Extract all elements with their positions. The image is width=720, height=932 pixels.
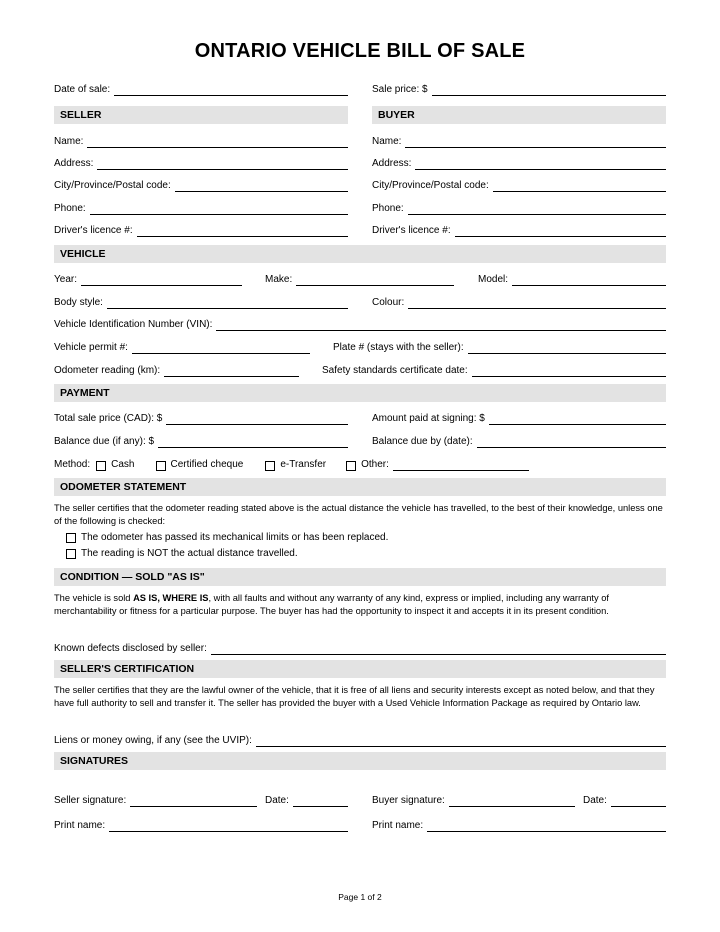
- certification-heading: SELLER'S CERTIFICATION: [60, 663, 195, 675]
- buyer-name-line[interactable]: [405, 136, 666, 148]
- buyer-address-line[interactable]: [415, 158, 666, 170]
- odometer-heading: ODOMETER STATEMENT: [60, 481, 187, 493]
- signatures-heading: SIGNATURES: [60, 755, 129, 767]
- buyer-city-line[interactable]: [493, 180, 666, 192]
- amount-paid-line[interactable]: [489, 413, 666, 425]
- method-label: Method:: [54, 459, 91, 470]
- total-paid-row: [54, 409, 666, 425]
- buyer-signature-field[interactable]: [372, 791, 575, 807]
- other-checkbox[interactable]: [346, 461, 356, 471]
- buyer-city-label: City/Province/Postal code:: [372, 180, 489, 191]
- name-row: [54, 132, 666, 148]
- seller-date-label: Date:: [265, 795, 289, 806]
- known-defects-label: Known defects disclosed by seller:: [54, 643, 207, 654]
- defects-row: [54, 639, 666, 655]
- vin-label: Vehicle Identification Number (VIN):: [54, 319, 213, 330]
- balance-due-field[interactable]: [54, 432, 348, 448]
- body-colour-row: [54, 293, 666, 309]
- seller-date-line[interactable]: [293, 795, 348, 807]
- odometer-option-2-label: The reading is NOT the actual distance travelled.: [81, 548, 298, 559]
- buyer-date-line[interactable]: [611, 795, 666, 807]
- permit-field[interactable]: [54, 338, 310, 354]
- other-label: Other:: [361, 459, 389, 470]
- certification-section-header: [54, 660, 666, 678]
- sale-price-field[interactable]: [372, 80, 666, 96]
- buyer-address-field[interactable]: [372, 154, 666, 170]
- seller-phone-field[interactable]: [54, 199, 348, 215]
- model-label: Model:: [478, 274, 509, 285]
- seller-licence-label: Driver's licence #:: [54, 225, 133, 236]
- buyer-phone-field[interactable]: [372, 199, 666, 215]
- liens-field[interactable]: [54, 731, 666, 747]
- address-row: [54, 154, 666, 170]
- buyer-signature-label: Buyer signature:: [372, 795, 445, 806]
- safety-date-field[interactable]: [322, 361, 666, 377]
- condition-text-bold: AS IS, WHERE IS: [133, 593, 209, 603]
- total-price-field[interactable]: [54, 409, 348, 425]
- seller-print-name-field[interactable]: [54, 816, 348, 832]
- signature-row: [54, 791, 666, 807]
- condition-section-header: [54, 568, 666, 586]
- year-make-model-row: [54, 270, 666, 286]
- seller-phone-label: Phone:: [54, 203, 86, 214]
- seller-heading: SELLER: [60, 109, 102, 121]
- sale-info-row: [54, 80, 666, 96]
- certification-text: The seller certifies that they are the lawful owner of the vehicle, that it is free of all liens and security interests except as noted below, and that they have full authority to sell and transfer it. The seller has provided the buyer with a Used Vehicle Information Package as required by Ontario law.: [54, 685, 655, 708]
- seller-phone-line[interactable]: [90, 203, 348, 215]
- plate-field[interactable]: [333, 338, 666, 354]
- buyer-print-name-line[interactable]: [427, 820, 666, 832]
- condition-heading: CONDITION — SOLD "AS IS": [60, 571, 205, 583]
- year-field[interactable]: [54, 270, 242, 286]
- colour-label: Colour:: [372, 297, 405, 308]
- seller-city-line[interactable]: [175, 180, 348, 192]
- body-style-label: Body style:: [54, 297, 103, 308]
- buyer-heading: BUYER: [378, 109, 415, 121]
- city-row: [54, 176, 666, 192]
- plate-line[interactable]: [468, 342, 666, 354]
- buyer-licence-line[interactable]: [455, 225, 666, 237]
- cash-checkbox[interactable]: [96, 461, 106, 471]
- odometer-option-1[interactable]: [66, 532, 388, 543]
- payment-method-row: [54, 455, 666, 471]
- etransfer-label: e-Transfer: [280, 459, 327, 470]
- seller-section-header: [54, 106, 348, 124]
- buyer-signature-line[interactable]: [449, 795, 575, 807]
- permit-plate-row: [54, 338, 666, 354]
- seller-print-name-label: Print name:: [54, 820, 106, 831]
- condition-text-a: The vehicle is sold: [54, 593, 134, 603]
- seller-city-field[interactable]: [54, 176, 348, 192]
- make-line[interactable]: [296, 274, 454, 286]
- vin-field[interactable]: [54, 315, 666, 331]
- seller-licence-field[interactable]: [54, 221, 348, 237]
- odometer-section-header: [54, 478, 666, 496]
- amount-paid-field[interactable]: [372, 409, 666, 425]
- amount-paid-label: Amount paid at signing: $: [372, 413, 485, 424]
- buyer-section-header: [372, 106, 666, 124]
- odometer-safety-row: [54, 361, 666, 377]
- odometer-reading-field[interactable]: [54, 361, 299, 377]
- body-style-line[interactable]: [107, 297, 348, 309]
- seller-address-line[interactable]: [97, 158, 348, 170]
- known-defects-field[interactable]: [54, 639, 666, 655]
- page-number: Page 1 of 2: [338, 892, 382, 902]
- seller-signature-line[interactable]: [130, 795, 257, 807]
- buyer-date-label: Date:: [583, 795, 607, 806]
- date-of-sale-label: Date of sale:: [54, 84, 111, 95]
- certified-cheque-label: Certified cheque: [170, 459, 244, 470]
- buyer-address-label: Address:: [372, 158, 412, 169]
- buyer-phone-line[interactable]: [408, 203, 666, 215]
- buyer-licence-label: Driver's licence #:: [372, 225, 451, 236]
- balance-row: [54, 432, 666, 448]
- year-line[interactable]: [81, 274, 242, 286]
- model-field[interactable]: [478, 270, 666, 286]
- seller-signature-field[interactable]: [54, 791, 257, 807]
- vehicle-section-header: [54, 245, 666, 263]
- buyer-print-name-field[interactable]: [372, 816, 666, 832]
- colour-line[interactable]: [408, 297, 666, 309]
- seller-name-line[interactable]: [87, 136, 348, 148]
- balance-date-line[interactable]: [477, 436, 666, 448]
- seller-print-name-line[interactable]: [109, 820, 348, 832]
- sale-price-label: Sale price: $: [372, 84, 428, 95]
- licence-row: [54, 221, 666, 237]
- other-line[interactable]: [393, 459, 529, 471]
- page-title: ONTARIO VEHICLE BILL OF SALE: [194, 40, 526, 62]
- odometer-option-2-checkbox[interactable]: [66, 549, 76, 559]
- seller-name-label: Name:: [54, 136, 84, 147]
- odometer-option-2[interactable]: [66, 548, 298, 559]
- balance-due-label: Balance due (if any): $: [54, 436, 155, 447]
- etransfer-checkbox[interactable]: [265, 461, 275, 471]
- liens-row: [54, 731, 666, 747]
- known-defects-line[interactable]: [211, 643, 666, 655]
- total-price-label: Total sale price (CAD): $: [54, 413, 163, 424]
- plate-label: Plate # (stays with the seller):: [333, 342, 464, 353]
- liens-line[interactable]: [256, 735, 666, 747]
- seller-date-field[interactable]: [265, 791, 348, 807]
- colour-field[interactable]: [372, 293, 666, 309]
- condition-text: [54, 592, 666, 617]
- seller-address-field[interactable]: [54, 154, 348, 170]
- permit-line[interactable]: [132, 342, 310, 354]
- seller-address-label: Address:: [54, 158, 94, 169]
- balance-date-field[interactable]: [372, 432, 666, 448]
- sale-price-line[interactable]: [432, 84, 666, 96]
- condition-text-b: , with all faults and without any warranty of any kind, express or implied, including any warranty of merchantability or fitness for a particular purpose. The buyer has had the opportunity to inspect it and accepts it in its present condition.: [54, 593, 609, 616]
- odometer-reading-line[interactable]: [164, 365, 299, 377]
- buyer-licence-field[interactable]: [372, 221, 666, 237]
- buyer-city-field[interactable]: [372, 176, 666, 192]
- payment-heading: PAYMENT: [60, 387, 110, 399]
- buyer-print-name-label: Print name:: [372, 820, 424, 831]
- buyer-date-field[interactable]: [583, 791, 666, 807]
- model-line[interactable]: [512, 274, 666, 286]
- permit-label: Vehicle permit #:: [54, 342, 128, 353]
- year-label: Year:: [54, 274, 77, 285]
- seller-name-field[interactable]: [54, 132, 348, 148]
- signatures-section-header: [54, 752, 666, 770]
- date-of-sale-line[interactable]: [114, 84, 348, 96]
- balance-due-line[interactable]: [158, 436, 348, 448]
- odometer-option-1-checkbox[interactable]: [66, 533, 76, 543]
- date-of-sale-field[interactable]: [54, 80, 348, 96]
- print-name-row: [54, 816, 666, 832]
- cash-label: Cash: [111, 459, 135, 470]
- certified-cheque-checkbox[interactable]: [156, 461, 166, 471]
- odometer-reading-label: Odometer reading (km):: [54, 365, 161, 376]
- odometer-statement-text: The seller certifies that the odometer reading stated above is the actual distance the vehicle has travelled, to the best of their knowledge, unless one of the following is checked:: [54, 503, 663, 526]
- buyer-name-label: Name:: [372, 136, 402, 147]
- liens-label: Liens or money owing, if any (see the UVIP):: [54, 735, 252, 746]
- total-price-line[interactable]: [166, 413, 348, 425]
- payment-section-header: [54, 384, 666, 402]
- payment-method: [54, 455, 529, 471]
- make-field[interactable]: [265, 270, 454, 286]
- vehicle-heading: VEHICLE: [60, 248, 106, 260]
- buyer-name-field[interactable]: [372, 132, 666, 148]
- vin-row: [54, 315, 666, 331]
- seller-city-label: City/Province/Postal code:: [54, 180, 171, 191]
- balance-date-label: Balance due by (date):: [372, 436, 473, 447]
- phone-row: [54, 199, 666, 215]
- make-label: Make:: [265, 274, 293, 285]
- seller-signature-label: Seller signature:: [54, 795, 127, 806]
- seller-licence-line[interactable]: [137, 225, 348, 237]
- odometer-option-1-label: The odometer has passed its mechanical limits or has been replaced.: [81, 532, 389, 543]
- buyer-phone-label: Phone:: [372, 203, 404, 214]
- safety-date-label: Safety standards certificate date:: [322, 365, 468, 376]
- safety-date-line[interactable]: [472, 365, 666, 377]
- vin-line[interactable]: [216, 319, 666, 331]
- body-style-field[interactable]: [54, 293, 348, 309]
